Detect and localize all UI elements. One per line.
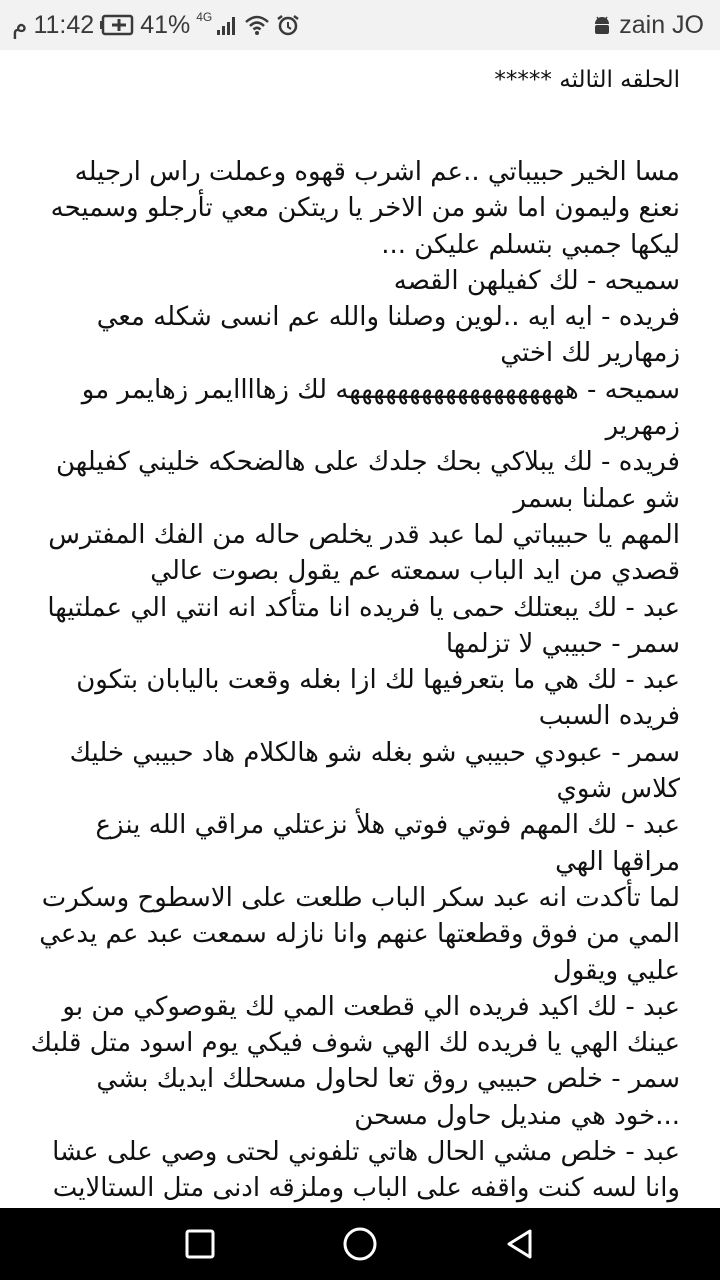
status-bar-left <box>12 0 300 50</box>
story-paragraph: سمر - خلص حبيبي روق تعا لحاول مسحلك ايديك بشي ...خود هي منديل حاول مسحن <box>96 1064 680 1131</box>
story-paragraph: مسا الخير حبيباتي ..عم اشرب قهوه وعملت راس ارجيله نعنع وليمون اما شو من الاخر يا ريتكن معي تأرجلو وسميحه ليكها جمبي بتسلم عليكن ... <box>50 157 680 260</box>
recents-square-icon[interactable] <box>180 1224 220 1264</box>
story-paragraph: سميحه - لك كفيلهن القصه <box>393 265 680 296</box>
story-paragraph: فريده - لك يبلاكي بحك جلدك على هالضحكه خليني كفيلهن شو عملنا بسمر <box>56 447 680 514</box>
status-time: 11:42 <box>33 10 95 39</box>
home-circle-icon[interactable] <box>340 1224 380 1264</box>
story-paragraph: سميحه - هههههههههههههههههههه لك زهاااايمر زهايمر مو زمهرير <box>81 374 680 442</box>
navigation-bar <box>0 1208 720 1280</box>
story-paragraph: سمر - عبودي حبيبي شو بغله شو هالكلام هاد حبيبي خليك كلاس شوي <box>69 737 680 805</box>
status-bar-right <box>591 0 704 50</box>
battery-charging-icon <box>100 14 134 36</box>
status-network-type: 4G <box>196 10 213 24</box>
story-paragraph: فريده - ايه ايه ..لوين وصلنا والله عم انسى شكله معي زمهارير لك اختي <box>96 302 680 369</box>
signal-icon <box>216 14 238 36</box>
story-paragraph: عبد - لك اكيد فريده الي قطعت المي لك يقوصوكي من بو عينك الهي يا فريده لك الهي شوف فيكي يوم اسود متل قلبك <box>30 991 680 1059</box>
story-paragraph: عبد - لك يبعتلك حمى يا فريده انا متأكد انه انتي الي عملتيها <box>47 592 680 623</box>
story-paragraph: عبد - خلص مشي الحال هاتي تلفوني لحتى وصي على عشا وانا لسه كنت واقفه على الباب وملزقه ادنى متل الستالايت <box>52 1137 680 1204</box>
story-paragraph: المهم يا حبيباتي لما عبد قدر يخلص حاله من الفك المفترس قصدي من ايد الباب سمعته عم يقول بصوت عالي <box>48 519 680 587</box>
story-paragraph: سمر - حبيبي لا تزلمها <box>445 628 680 659</box>
story-paragraph: عبد - لك المهم فوتي فوتي هلأ نزعتلي مراقي الله ينزع مراقها الهي <box>95 810 680 877</box>
android-icon <box>591 14 613 36</box>
alarm-icon <box>276 13 300 37</box>
episode-title: الحلقه الثالثه ***** <box>494 67 680 93</box>
wifi-icon <box>244 14 270 36</box>
status-bar <box>0 0 720 50</box>
back-triangle-icon[interactable] <box>500 1224 540 1264</box>
story-paragraph: عبد - لك هي ما بتعرفيها لك ازا بغله وقعت باليابان بتكون فريده السبب <box>76 665 680 732</box>
status-battery-percent: 41% <box>140 10 191 39</box>
status-carrier: zain JO <box>619 10 704 39</box>
story-paragraph: لما تأكدت انه عبد سكر الباب طلعت على الاسطوح وسكرت المي من فوق وقطعتها عنهم وانا نازله سمعت عبد عم يدعي عليي ويقول <box>39 882 680 986</box>
story-content[interactable] <box>0 50 720 1208</box>
story-paragraphs <box>26 154 680 1207</box>
status-ampm: م <box>12 11 28 39</box>
